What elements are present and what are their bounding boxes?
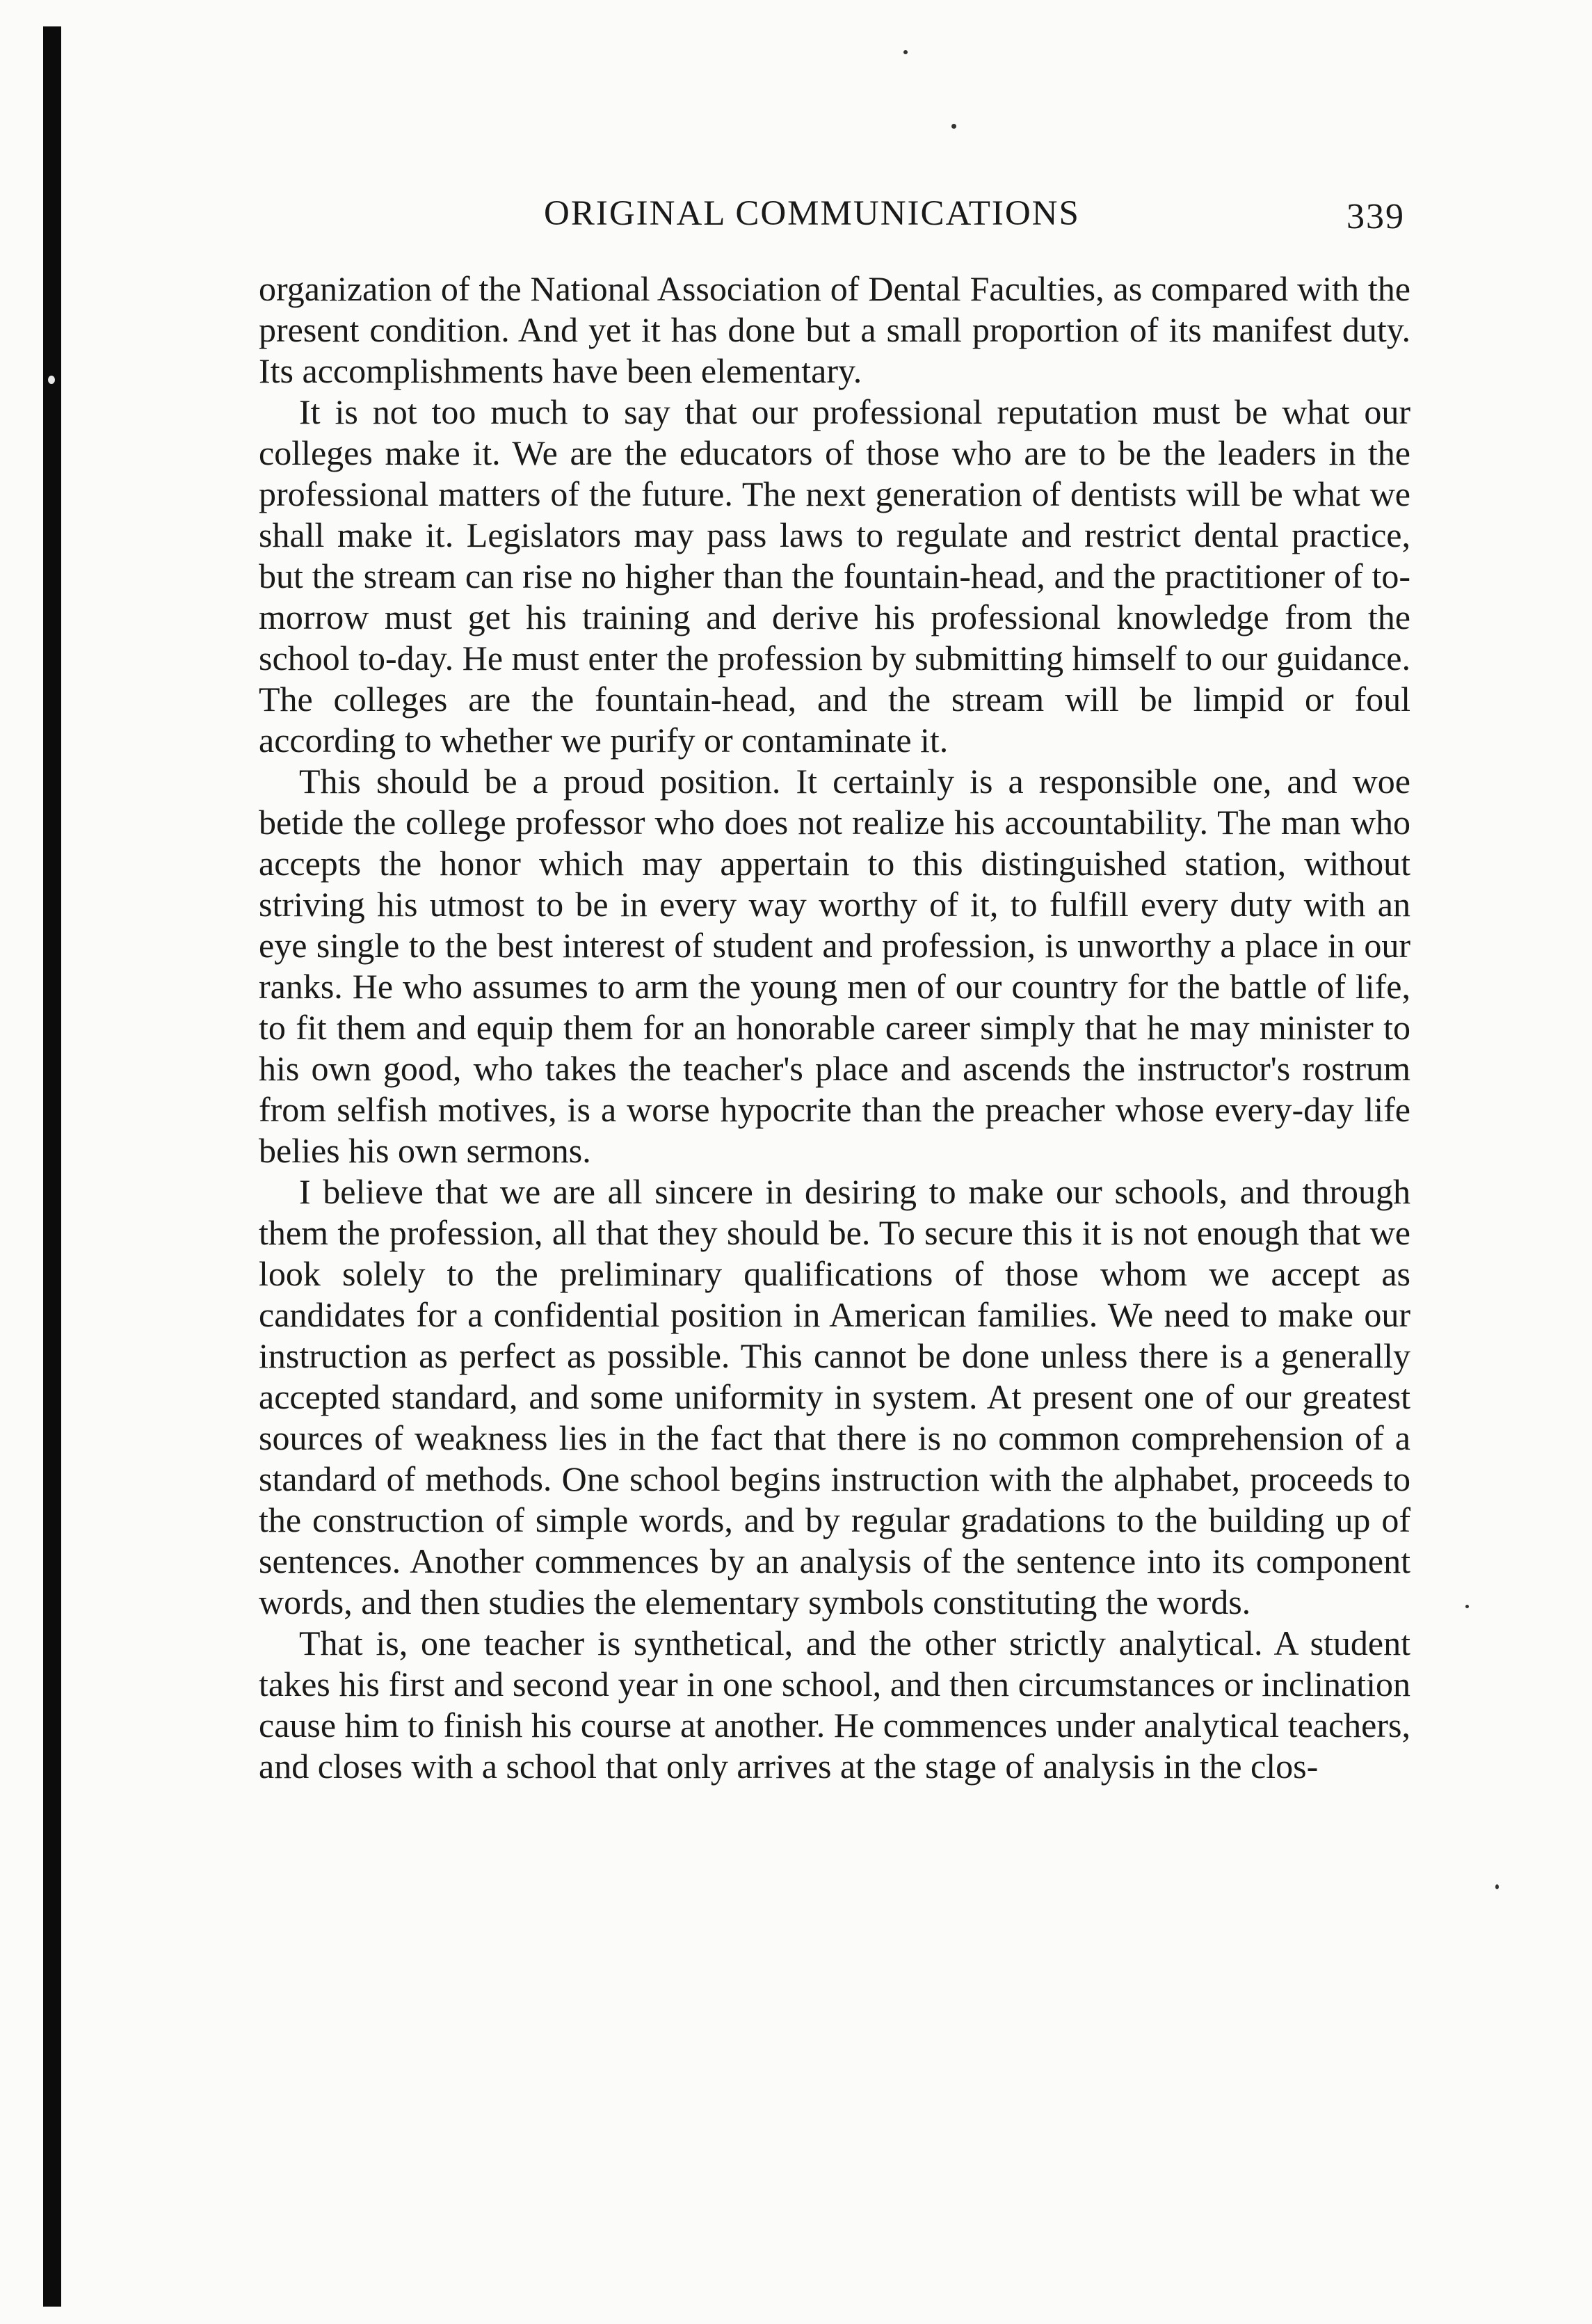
book-page	[259, 193, 1410, 1787]
body-text	[259, 269, 1410, 1787]
scan-speck	[951, 124, 956, 129]
paragraph: It is not too much to say that our professional reputation must be what our colleges make it. We are the educators of those who are to be the leaders in the professional matters of the future. The next generation of dentists will be what we shall make it. Legislators may pass laws to regulate and restrict dental practice, but the stream can rise no higher than the fountain-head, and the practitioner of to-morrow must get his training and derive his professional knowledge from the school to-day. He must enter the profession by submitting himself to our guidance. The colleges are the fountain-head, and the stream will be limpid or foul according to whether we purify or contaminate it.	[259, 392, 1410, 760]
paragraph: That is, one teacher is synthetical, and the other strictly analytical. A student takes his first and second year in one school, and then circumstances or inclination cause him to finish his course at another. He commences under analytical teachers, and closes with a school that only arrives at the stage of analysis in the clos-	[259, 1624, 1410, 1786]
running-title: ORIGINAL COMMUNICATIONS	[544, 194, 1080, 233]
scan-speck	[48, 376, 55, 384]
binding-edge	[43, 26, 61, 2307]
scan-speck	[1495, 1884, 1499, 1889]
running-head	[259, 193, 1410, 242]
page-number: 339	[1346, 197, 1405, 237]
paragraph-continued: organization of the National Association of Dental Faculties, as compared with the present condition. And yet it has done but a small proportion of its manifest duty. Its accomplishments have been elementary.	[259, 269, 1410, 390]
scan-speck	[903, 50, 908, 54]
paragraph: This should be a proud position. It certainly is a responsible one, and woe betide the college professor who does not realize his accountability. The man who accepts the honor which may appertain to this distinguished station, without striving his utmost to be in every way worthy of it, to fulfill every duty with an eye single to the best interest of student and profession, is unworthy a place in our ranks. He who assumes to arm the young men of our country for the battle of life, to fit them and equip them for an honorable career simply that he may minister to his own good, who takes the teacher's place and ascends the instructor's rostrum from selfish motives, is a worse hypocrite than the preacher whose every-day life belies his own sermons.	[259, 762, 1410, 1170]
scan-speck	[1465, 1605, 1469, 1608]
paragraph: I believe that we are all sincere in desiring to make our schools, and through them the profession, all that they should be. To secure this it is not enough that we look solely to the preliminary qualifications of those whom we accept as candidates for a confidential position in American families. We need to make our instruction as perfect as possible. This cannot be done unless there is a generally accepted standard, and some uniformity in system. At present one of our greatest sources of weakness lies in the fact that there is no common comprehension of a standard of methods. One school begins instruction with the alphabet, proceeds to the construction of simple words, and by regular gradations to the building up of sentences. Another commences by an analysis of the sentence into its component words, and then studies the elementary symbols constituting the words.	[259, 1172, 1410, 1621]
